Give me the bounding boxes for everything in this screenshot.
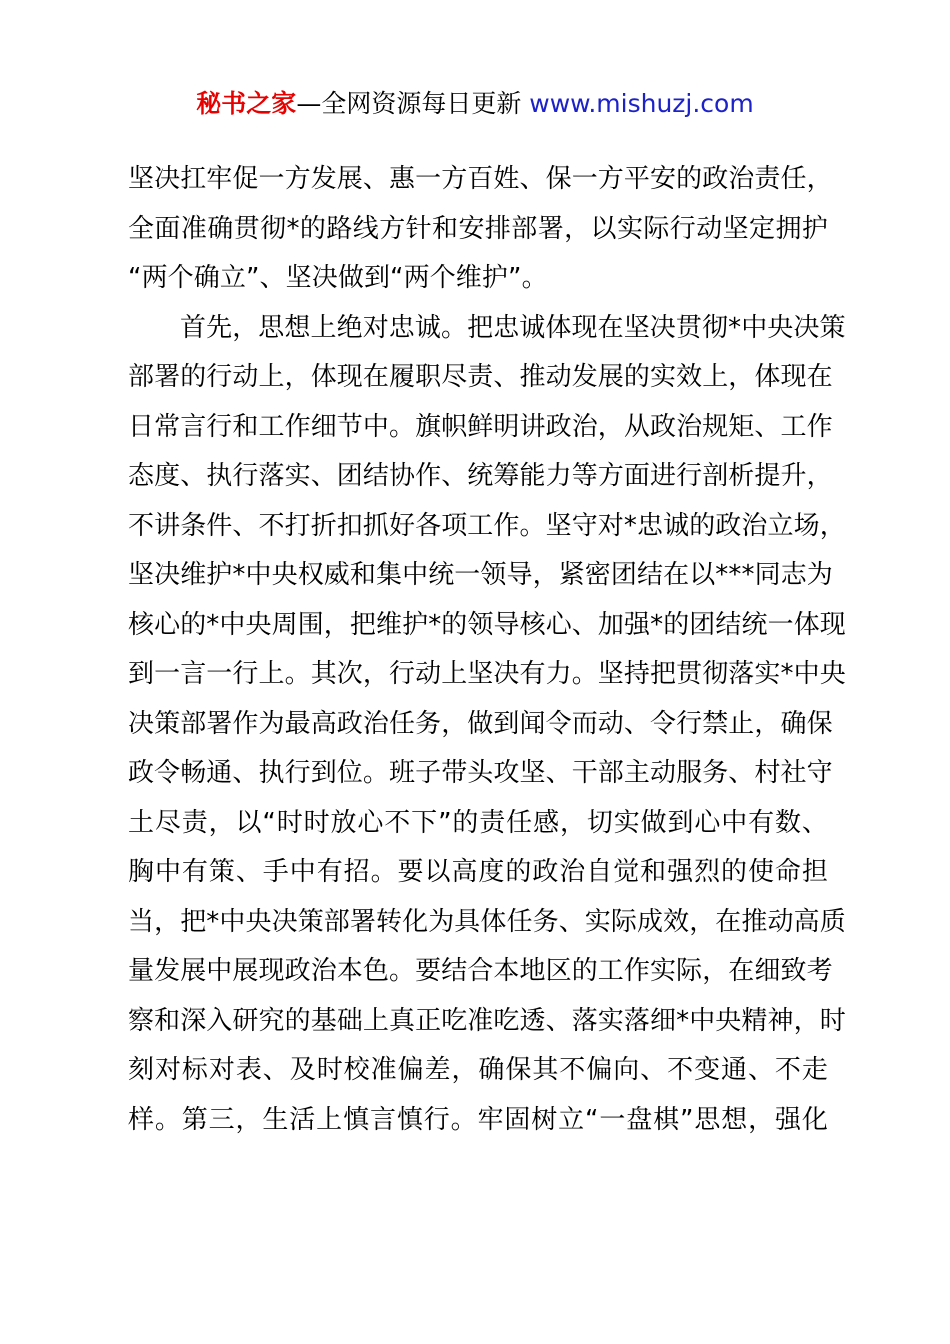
text-line: 刻对标对表、及时校准偏差，确保其不偏向、不变通、不走 [128, 1055, 828, 1085]
page-header [0, 86, 950, 122]
text-line: 决策部署作为最高政治任务，做到闻令而动、令行禁止，确保 [128, 708, 833, 739]
text-line: 胸中有策、手中有招。要以高度的政治自觉和强烈的使命担 [128, 857, 828, 887]
document-body [128, 155, 846, 1145]
text-line: “两个确立”、坚决做到“两个维护”。 [128, 263, 548, 293]
text-line: 土尽责，以“时时放心不下”的责任感，切实做到心中有数、 [128, 807, 828, 838]
text-line: 察和深入研究的基础上真正吃准吃透、落实落细*中央精神，时 [128, 1005, 846, 1036]
text-line: 核心的*中央周围，把维护*的领导核心、加强*的团结统一体现 [128, 609, 846, 640]
text-line: 日常言行和工作细节中。旗帜鲜明讲政治，从政治规矩、工作 [128, 411, 833, 442]
text-line: 态度、执行落实、团结协作、统筹能力等方面进行剖析提升， [128, 461, 833, 491]
text-line: 不讲条件、不打折扣抓好各项工作。坚守对*忠诚的政治立场， [128, 510, 846, 541]
paragraph-first-line: 首先，思想上绝对忠诚。把忠诚体现在坚决贯彻*中央决策 [180, 312, 846, 343]
text-line: 政令畅通、执行到位。班子带头攻坚、干部主动服务、村社守 [128, 758, 833, 788]
text-line: 全面准确贯彻*的路线方针和安排部署，以实际行动坚定拥护 [128, 213, 828, 244]
text-line: 当，把*中央决策部署转化为具体任务、实际成效，在推动高质 [128, 906, 846, 937]
header-tagline: —全网资源每日更新 [296, 89, 522, 118]
text-line: 样。第三，生活上慎言慎行。牢固树立“一盘棋”思想，强化 [128, 1104, 828, 1135]
text-line: 到一言一行上。其次，行动上坚决有力。坚持把贯彻落实*中央 [128, 659, 846, 689]
text-line: 坚决维护*中央权威和集中统一领导，紧密团结在以***同志为 [128, 560, 833, 590]
text-line: 坚决扛牢促一方发展、惠一方百姓、保一方平安的政治责任， [128, 164, 833, 194]
website-link[interactable]: www.mishuzj.com [529, 89, 754, 118]
brand-name: 秘书之家 [196, 89, 297, 118]
text-line: 量发展中展现政治本色。要结合本地区的工作实际，在细致考 [128, 956, 833, 986]
text-line: 部署的行动上，体现在履职尽责、推动发展的实效上，体现在 [128, 362, 833, 392]
